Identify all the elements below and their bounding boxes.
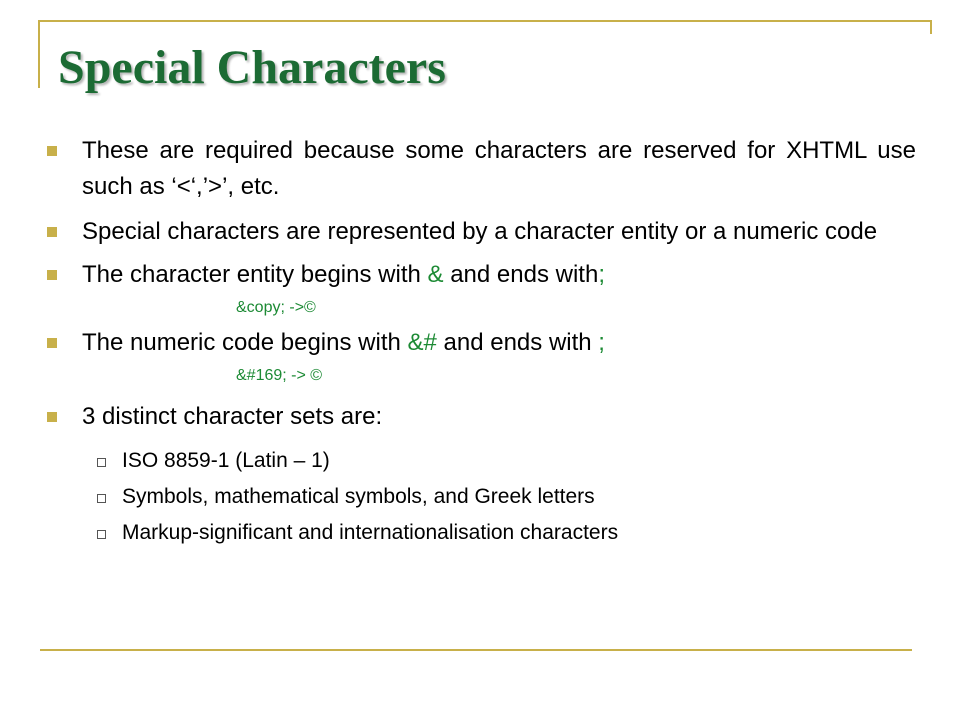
hollow-square-bullet-icon [97,530,106,539]
sub-list-item [44,517,916,549]
bullet-item [44,214,916,250]
slide-title: Special Characters [58,41,446,94]
square-bullet-icon [47,227,57,237]
square-bullet-icon [47,338,57,348]
bullet-text: The character entity begins with [82,261,428,288]
square-bullet-icon [47,412,57,422]
sub-item-text: Symbols, mathematical symbols, and Greek letters [122,485,595,508]
sub-list-item [44,445,916,477]
square-bullet-icon [47,146,57,156]
bullet-text: and ends with [443,261,599,288]
entity-example: &copy; ->© [236,299,316,316]
ampersand-hash-symbol: &# [407,329,437,356]
semicolon-symbol: ; [598,261,605,288]
sub-list-item [44,481,916,513]
bullet-text: These are required because some characters are reserved for XHTML use such as ‘<‘,’>’, etc. [82,137,916,200]
bullet-item [44,325,916,361]
bullet-item [44,399,916,435]
sub-item-text: ISO 8859-1 (Latin – 1) [122,449,330,472]
bullet-text: The numeric code begins with [82,329,408,356]
bullet-text: and ends with [436,329,599,356]
top-rule [38,20,932,22]
bullet-text: 3 distinct character sets are: [82,403,383,430]
square-bullet-icon [47,270,57,280]
bullet-item [44,133,916,205]
sub-item-text: Markup-significant and internationalisation characters [122,521,619,544]
semicolon-symbol: ; [598,329,605,356]
bullet-item [44,257,916,293]
hollow-square-bullet-icon [97,458,106,467]
bullet-text: Special characters are represented by a character entity or a numeric code [82,218,878,245]
bottom-rule [40,649,912,651]
right-rule [930,20,932,34]
numeric-code-example: &#169; -> © [236,367,323,384]
hollow-square-bullet-icon [97,494,106,503]
bullet-list [44,133,916,549]
left-rule [38,20,40,88]
ampersand-symbol: & [427,261,444,288]
